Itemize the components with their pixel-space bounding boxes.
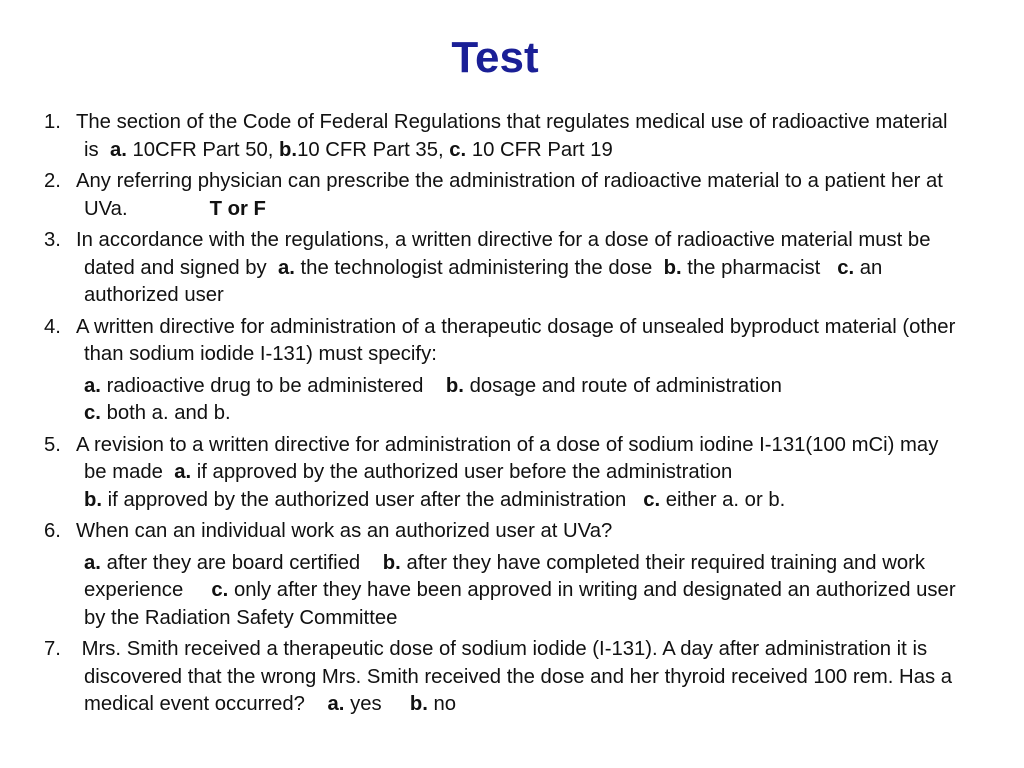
question-4-options xyxy=(44,373,964,428)
option-c-label: c. xyxy=(449,138,467,161)
option-b-text: no xyxy=(433,693,457,715)
question-text: When can an individual work as an authorized user at UVa? xyxy=(76,520,613,542)
question-number: 4. xyxy=(44,315,61,338)
option-c-text: an authorized user xyxy=(84,256,883,306)
question-5 xyxy=(44,432,964,515)
question-6 xyxy=(44,518,964,546)
option-a-label: a. xyxy=(174,461,192,483)
question-7 xyxy=(44,636,964,719)
option-b-label: b. xyxy=(84,488,103,511)
question-text: Any referring physician can prescribe the administration of radioactive material to a patient her at UVa. xyxy=(76,170,943,220)
question-text: In accordance with the regulations, a written directive for a dose of radioactive material must be dated and signed by xyxy=(76,229,931,279)
option-b-text: the pharmacist xyxy=(687,256,821,279)
question-6-options xyxy=(44,550,964,633)
question-number: 2. xyxy=(44,170,61,192)
option-a-text: if approved by the authorized user before the administration xyxy=(196,461,733,483)
option-b-text: after they have completed their required training and work experience xyxy=(84,551,926,601)
option-c-text: only after they have been approved in writing and designated an authorized user by the Radiation Safety Committee xyxy=(84,579,956,629)
question-number: 7. xyxy=(44,638,61,660)
question-text: A written directive for administration of a therapeutic dosage of unsealed byproduct material (other than sodium iodide I-131) must specify: xyxy=(76,315,956,365)
question-number: 5. xyxy=(44,433,61,456)
option-a-label: a. xyxy=(109,138,127,161)
question-text: Mrs. Smith received a therapeutic dose of sodium iodide (I-131). A day after administration it is discovered that the wrong Mrs. Smith received the dose and her thyroid received 100 rem. Has a medical event occurred? xyxy=(81,638,953,715)
option-a-label: a. xyxy=(327,693,345,715)
option-a-label: a. xyxy=(277,256,295,279)
option-b-text: if approved by the authorized user after the administration xyxy=(107,488,627,511)
question-list xyxy=(44,109,964,723)
option-b-text: 10 CFR Part 35, xyxy=(297,138,444,161)
question-text: The section of the Code of Federal Regulations that regulates medical use of radioactive material is xyxy=(76,111,948,161)
option-a-text: after they are board certified xyxy=(106,551,361,574)
option-a-label: a. xyxy=(84,551,101,574)
option-b-text: dosage and route of administration xyxy=(469,374,782,397)
question-number: 1. xyxy=(44,111,61,133)
option-c-label: c. xyxy=(837,256,855,279)
option-a-text: radioactive drug to be administered xyxy=(106,374,424,397)
option-b-label: b. xyxy=(663,256,682,279)
option-c-label: c. xyxy=(211,579,229,601)
question-2 xyxy=(44,168,964,223)
option-c-label: c. xyxy=(643,488,661,511)
question-1 xyxy=(44,109,964,164)
option-b-label: b. xyxy=(445,374,464,397)
option-a-label: a. xyxy=(84,374,101,397)
option-a-text: yes xyxy=(350,693,382,715)
option-a-text: the technologist administering the dose xyxy=(300,256,653,279)
option-c-text: 10 CFR Part 19 xyxy=(471,138,613,161)
option-b-label: b. xyxy=(409,693,428,715)
question-number: 6. xyxy=(44,520,61,542)
page-title: Test xyxy=(451,33,539,82)
question-4 xyxy=(44,314,964,369)
question-number: 3. xyxy=(44,229,61,251)
option-c-label: c. xyxy=(84,402,101,424)
true-false-answer: T or F xyxy=(209,197,266,220)
option-a-text: 10CFR Part 50, xyxy=(132,138,274,161)
option-b-label: b. xyxy=(279,138,298,161)
question-text: A revision to a written directive for administration of a dose of sodium iodine I-131(100 mCi) may be made xyxy=(76,433,939,483)
option-b-label: b. xyxy=(382,551,401,574)
question-3 xyxy=(44,227,964,310)
option-c-text: both a. and b. xyxy=(106,402,231,424)
option-c-text: either a. or b. xyxy=(665,488,786,511)
